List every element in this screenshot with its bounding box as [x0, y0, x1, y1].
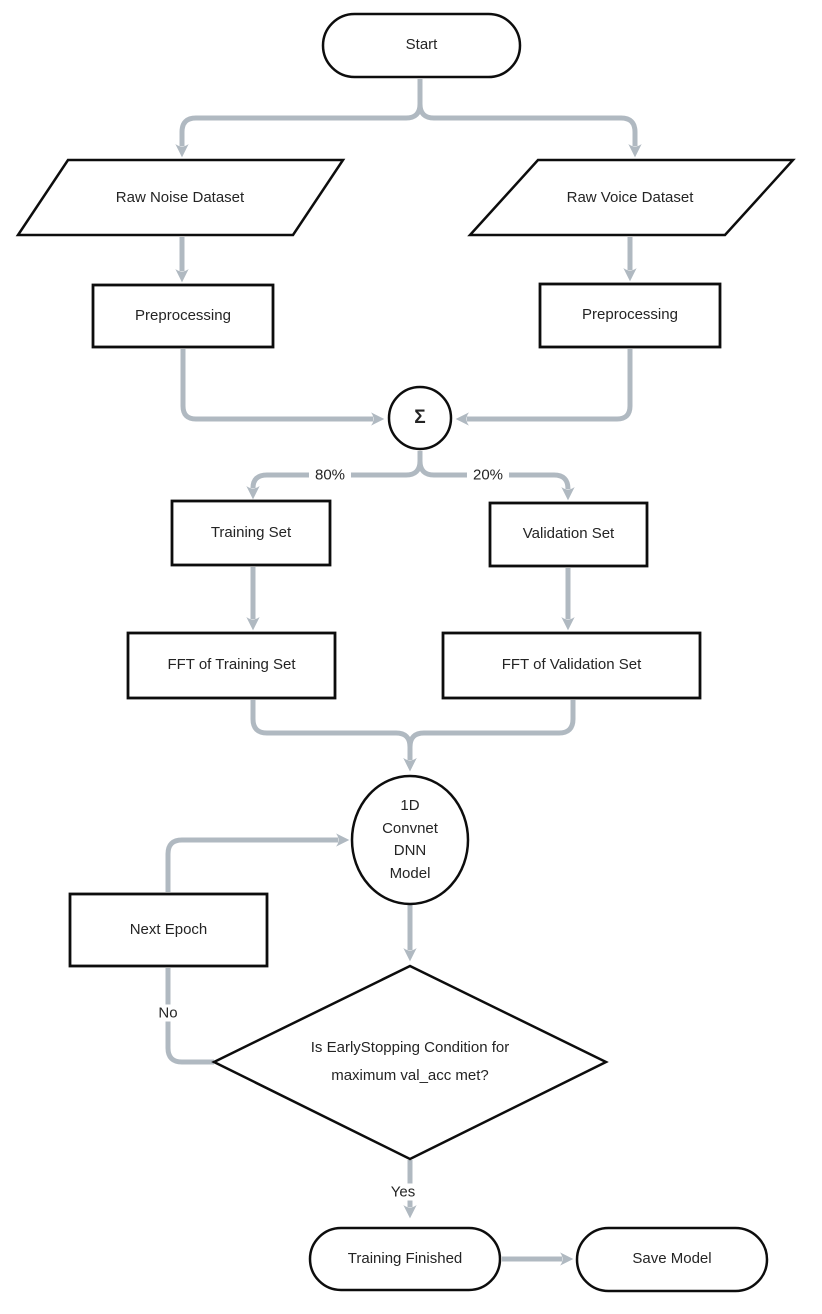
train-split-edge-label: 80%: [309, 467, 351, 484]
training-finished-label: Training Finished: [347, 1249, 463, 1267]
dnn-model-ellipse-shape: [352, 776, 468, 904]
next-epoch-label: Next Epoch: [129, 920, 208, 938]
connector-fft-validation-to-model: [410, 700, 573, 760]
save-model-label: Save Model: [632, 1250, 712, 1268]
fft-validation-set-label: FFT of Validation Set: [501, 656, 642, 674]
sum-junction-shape: [389, 387, 451, 449]
preprocessing-noise-label: Preprocessing: [135, 306, 231, 324]
preprocessing-noise-shape: [93, 285, 273, 347]
connector-start-to-raw-noise: [182, 79, 420, 146]
connector-fft-training-to-model: [253, 700, 410, 760]
training-set-label: Training Set: [210, 523, 292, 541]
raw-voice-dataset-label: Raw Voice Dataset: [566, 189, 694, 207]
training-finished-stadium-shape: [310, 1228, 500, 1290]
dnn-model-label: 1D Convnet DNN Model: [382, 797, 438, 882]
start-node-label: Start: [405, 36, 438, 54]
early-stopping-decision-label: Is EarlyStopping Condition for maximum val_acc met?: [310, 1039, 510, 1084]
connector-decision-to-next-epoch: [168, 968, 214, 1062]
training-set-shape: [172, 501, 330, 565]
next-epoch-shape: [70, 894, 267, 966]
fft-validation-set-shape: [443, 633, 700, 698]
connector-sum-to-training-set: [253, 451, 420, 488]
raw-voice-parallelogram-shape: [470, 160, 793, 235]
validation-split-edge-label: 20%: [467, 467, 509, 484]
raw-noise-dataset-label: Raw Noise Dataset: [115, 189, 245, 207]
save-model-stadium-shape: [577, 1228, 767, 1291]
validation-set-label: Validation Set: [522, 525, 615, 543]
yes-branch-edge-label: Yes: [385, 1184, 421, 1201]
sum-junction-label: Σ: [414, 406, 426, 428]
no-branch-edge-label: No: [152, 1005, 183, 1022]
connector-preprocessing-noise-to-sum: [183, 349, 373, 419]
validation-set-shape: [490, 503, 647, 566]
connector-preprocessing-voice-to-sum: [467, 349, 630, 419]
raw-noise-parallelogram-shape: [18, 160, 343, 235]
connector-start-to-raw-voice: [420, 79, 635, 146]
connector-next-epoch-to-model: [168, 840, 338, 892]
preprocessing-voice-label: Preprocessing: [582, 306, 678, 324]
fft-training-set-shape: [128, 633, 335, 698]
preprocessing-voice-shape: [540, 284, 720, 347]
fft-training-set-label: FFT of Training Set: [167, 656, 296, 674]
connector-sum-to-validation-set: [420, 451, 568, 489]
early-stopping-diamond-shape: [214, 966, 606, 1159]
start-stadium-shape: [323, 14, 520, 77]
